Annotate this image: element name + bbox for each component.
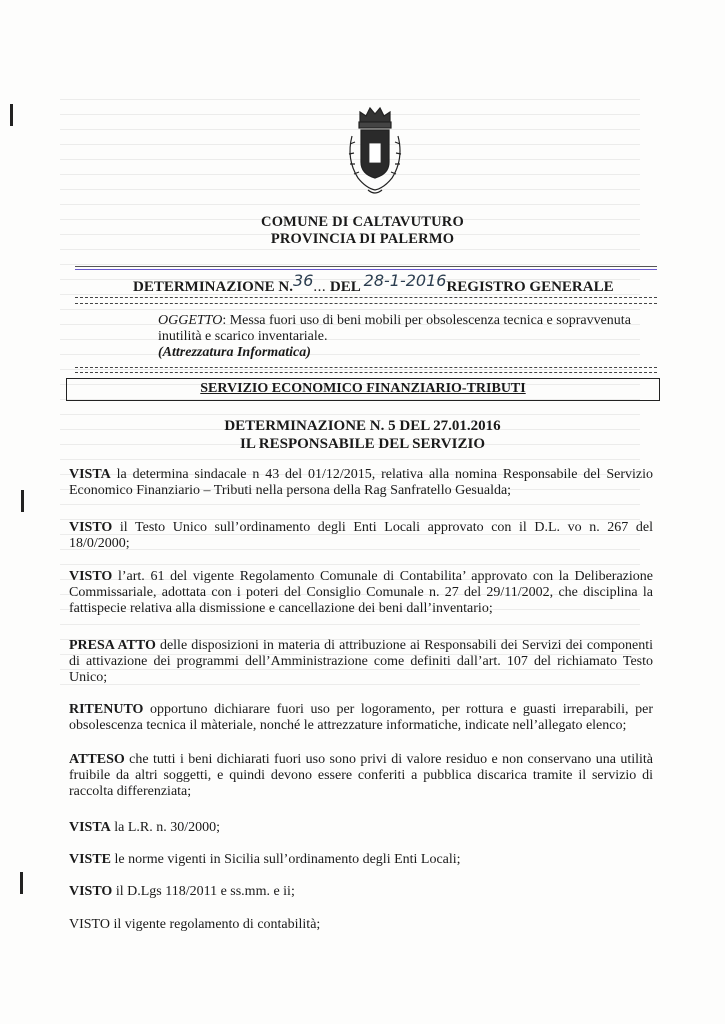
registro-suffix: REGISTRO GENERALE	[446, 279, 614, 295]
paragraph-text: VISTO il vigente regolamento di contabilità;	[69, 917, 321, 932]
registro-generale-line: DETERMINAZIONE N.36... DEL 28-1-2016REGISTRO GENERALE	[133, 271, 614, 295]
paragraph	[69, 820, 653, 836]
paragraph-lead: VISTE	[69, 852, 112, 867]
paragraph	[69, 569, 653, 617]
paragraph-text: la L.R. n. 30/2000;	[110, 820, 221, 835]
municipal-crest-emblem	[340, 104, 410, 204]
divider	[75, 303, 657, 304]
comune-title: COMUNE DI CALTAVUTURO	[261, 214, 464, 230]
paragraph	[69, 702, 653, 734]
divider	[75, 297, 657, 298]
paragraph-text: il D.Lgs 118/2011 e ss.mm. e ii;	[112, 884, 295, 899]
paragraph-lead: VISTO	[69, 569, 113, 584]
paragraph	[69, 752, 653, 800]
paragraph-text: la determina sindacale n 43 del 01/12/2015, relativa alla nomina Responsabile del Servizio Economico Finanziario – Tributi nella persona della Rag Sanfratello Gesualda;	[69, 467, 653, 498]
paragraph	[69, 917, 653, 933]
provincia-title: PROVINCIA DI PALERMO	[270, 231, 455, 247]
oggetto-label: OGGETTO	[158, 313, 223, 328]
divider	[75, 367, 657, 368]
oggetto-block: OGGETTO: Messa fuori uso di beni mobili per obsolescenza tecnica e sopravvenuta inutilità e scarico inventariale. (Attrezzatura Informatica)	[158, 313, 658, 361]
paragraph-lead: PRESA ATTO	[69, 638, 156, 653]
registro-prefix: DETERMINAZIONE N.	[133, 279, 294, 295]
paragraph-lead: VISTA	[69, 820, 111, 835]
registro-del-label: DEL	[329, 279, 360, 295]
responsabile-title: IL RESPONSABILE DEL SERVIZIO	[240, 436, 485, 452]
paragraph-lead: VISTA	[69, 467, 111, 482]
paragraph	[69, 884, 653, 900]
paragraph-text: opportuno dichiarare fuori uso per logoramento, per rottura e guasti irreparabili, per obsolescenza tecnica il màteriale, nonché le attrezzature informatiche, indicate nell’allegato elenco;	[69, 702, 653, 733]
paragraph-text: che tutti i beni dichiarati fuori uso sono privi di valore residuo e non conservano una utilità fruibile da altri soggetti, e quindi devono essere conferiti a pubblica discarica tramite il servizio di raccolta differenziata;	[69, 752, 653, 799]
paragraph-lead: ATTESO	[69, 752, 125, 767]
margin-mark	[10, 104, 13, 126]
paragraph-text: delle disposizioni in materia di attribuzione ai Responsabili dei Servizi dei componenti di attivazione dei programmi dell’Amministrazione come definiti dall’art. 107 del richiamato Testo Unico;	[69, 638, 653, 685]
paragraph-text: il Testo Unico sull’ordinamento degli Enti Locali approvato con il D.L. vo n. 267 del 18/0/2000;	[69, 520, 653, 551]
margin-mark	[20, 872, 23, 894]
paragraph-lead: VISTO	[69, 884, 113, 899]
determinazione-title: DETERMINAZIONE N. 5 DEL 27.01.2016	[224, 418, 501, 434]
paragraph-text: le norme vigenti in Sicilia sull’ordinamento degli Enti Locali;	[111, 852, 461, 867]
oggetto-text: Messa fuori uso di beni mobili per obsolescenza tecnica e sopravvenuta inutilità e scarico inventariale.	[158, 313, 631, 344]
paragraph	[69, 638, 653, 686]
servizio-title: SERVIZIO ECONOMICO FINANZIARIO-TRIBUTI	[200, 381, 526, 396]
paragraph	[69, 467, 653, 499]
oggetto-sub: (Attrezzatura Informatica)	[158, 345, 311, 360]
paragraph	[69, 520, 653, 552]
servizio-box	[66, 378, 660, 401]
registro-numero: 36	[293, 271, 314, 290]
paragraph-lead: VISTO	[69, 520, 113, 535]
margin-mark	[21, 490, 24, 512]
paragraph-text: l’art. 61 del vigente Regolamento Comunale di Contabilita’ approvato con la Deliberazione Commissariale, adottata con i poteri del Consiglio Comunale n. 27 del 29/11/2002, che disciplina la fattispecie relativa alla dismissione e cancellazione dei beni dall’inventario;	[69, 569, 653, 616]
registro-data: 28-1-2016	[363, 271, 447, 290]
paragraph-lead: RITENUTO	[69, 702, 144, 717]
divider	[75, 372, 657, 373]
paragraph	[69, 852, 653, 868]
divider	[75, 266, 657, 270]
